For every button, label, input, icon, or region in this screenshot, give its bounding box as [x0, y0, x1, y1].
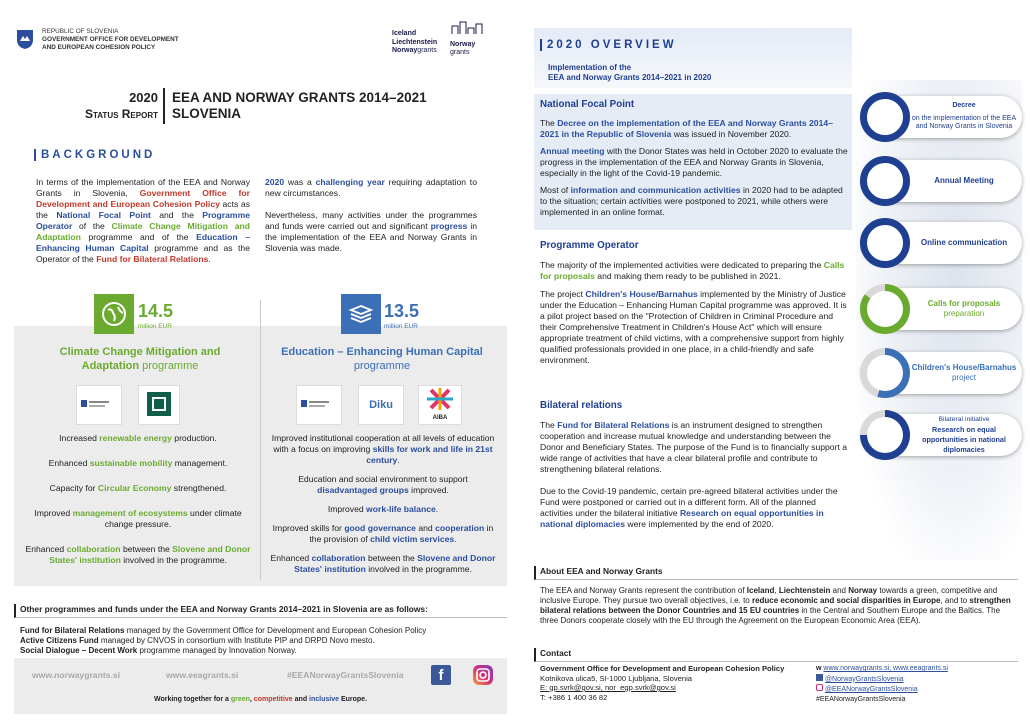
- facebook-small-icon: [816, 674, 823, 681]
- milestone-label: Decree on the implementation of the EEA and Norway Grants in Slovenia: [911, 102, 1017, 131]
- education-icon: [341, 294, 381, 334]
- footer-slogan: Working together for a green, competitive and inclusive Europe.: [153, 696, 368, 703]
- progress-ring-icon: [860, 410, 910, 460]
- br-text: The Fund for Bilateral Relations is an instrument designed to strengthen cooperation and increase mutual knowledge and understanding between the Donor and Beneficiary States. The purpose of the Fund is to financially support a wide range of activities that have a clear bilateral profile and contribute to strengthening bilateral relations. Due to the Covid-19 pandemic, certain pre-agreed bilateral activities under the Fund were postponed or carried out in a different form. All of the planned activities under the bilateral initiative Research on equal opportunities in national diplomacies were implemented by the end of 2020.: [540, 420, 848, 529]
- list-item: Enhanced sustainable mobility management.: [48, 458, 228, 468]
- po-text: The majority of the implemented activities were dedicated to preparing the Calls for proposals and making them ready to be published in 2021. The project Children's House/Barnahus implemented by the Ministry of Justice under the Education – Enhancing Human Capital programme was approved. It is a pilot project based on the "Protection of Children in Criminal Procedure and their Comprehensive Treatment in Children's House Act" which will ensure appropriate treatment of child victims, with a comprehensive support from highly qualified professionals provided in one place, in a child-friendly and safe environment.: [540, 260, 847, 365]
- progress-ring-icon: [860, 284, 910, 334]
- milestone-bubble: [862, 414, 1022, 456]
- list-item: Improved management of ecosystems under climate change pressure.: [34, 508, 242, 529]
- facebook-link[interactable]: @NorwayGrantsSlovenia: [824, 675, 904, 683]
- climate-partner-logo-1: [76, 385, 122, 425]
- education-title: Education – Enhancing Human Capital programme: [281, 346, 483, 372]
- progress-ring-icon: [860, 218, 910, 268]
- overview-subtitle: Implementation of the EEA and Norway Grants 2014–2021 in 2020: [548, 63, 712, 82]
- gov-office-name: REPUBLIC OF SLOVENIA GOVERNMENT OFFICE FOR DEVELOPMENT AND EUROPEAN COHESION POLICY: [42, 28, 179, 51]
- background-col1: In terms of the implementation of the EEA and Norway Grants in Slovenia, Government Office for Development and European Cohesion Policy acts as the National Focal Point and the Programme Operator of the Climate Change Mitigation and Adaptation programme and of the Education – Enhancing Human Capital programme and as the Operator of the Fund for Bilateral Relations.: [36, 177, 250, 264]
- other-programmes-list: [20, 626, 506, 656]
- report-year-block: 2020 Status Report: [84, 90, 158, 121]
- instagram-link[interactable]: @EEANorwayGrantsSlovenia: [824, 686, 918, 693]
- climate-partner-logo-2: [138, 385, 180, 425]
- nfp-text: The Decree on the implementation of the EEA and Norway Grants 2014–2021 in the Republic of Slovenia was issued in November 2020. Annual meeting with the Donor States was held in October 2020 to evaluate the progress in the implementation of the EEA and Norway Grants in Slovenia, especially in the light of the Covid-19 pandemic. Most of information and communication activities in 2020 had to be adapted to the situation; certain activities were postponed to 2021, while others were implemented in an online format.: [540, 118, 848, 217]
- grants-graphic-icon: [450, 20, 490, 36]
- climate-amount: 14.5: [138, 301, 174, 321]
- facebook-icon[interactable]: f: [431, 665, 451, 685]
- title-divider: [163, 88, 165, 124]
- programme-divider: [260, 300, 261, 580]
- donor-logo: Iceland Liechtenstein Norwaygrants Norway grants: [392, 20, 492, 60]
- contact-social: w www.norwaygrants.si, www.eeagrants.si @NorwayGrantsSlovenia @EEANorwayGrantsSlovenia #EEANorwayGrantsSlovenia: [816, 665, 948, 703]
- milestone-bubble: [862, 222, 1022, 264]
- about-text: The EEA and Norway Grants represent the contribution of Iceland, Liechtenstein and Norway towards a green, competitive and inclusive Europe. They pursue two overall objectives, i.e. to reduce economic and social disparities in Europe, and to strengthen bilateral relations between the Donor Countries and 15 EU countries in the Central and Southern Europe and the Baltics. The three Donors cooperate closely with the EU through the Agreement on the European Economic Area (EEA).: [540, 586, 1011, 625]
- education-unit: million EUR: [384, 323, 418, 330]
- progress-ring-icon: [860, 348, 910, 398]
- gov-logo: [14, 28, 36, 50]
- milestone-label: Bilateral initiative Research on equal opportunities in national diplomacies: [922, 416, 1006, 454]
- education-partner-logo-1: [296, 385, 342, 425]
- aiba-logo: AIBA: [418, 385, 462, 425]
- milestone-label: Children's House/Barnahus project: [911, 363, 1017, 382]
- list-item: Improved skills for good governance and cooperation in the provision of child victim services.: [272, 523, 494, 544]
- hashtag-label: #EEANorwayGrantsSlovenia: [287, 670, 404, 680]
- climate-title: Climate Change Mitigation and Adaptation programme: [59, 346, 221, 372]
- contact-heading: Contact: [534, 648, 1018, 662]
- overview-heading: 2020 OVERVIEW: [540, 39, 677, 51]
- diku-logo: Diku: [358, 385, 404, 425]
- milestone-bubble: [862, 288, 1022, 330]
- list-item: Enhanced collaboration between the Slovene and Donor States' institution involved in the programme.: [270, 553, 496, 574]
- br-heading: Bilateral relations: [540, 400, 623, 411]
- norwaygrants-link[interactable]: www.norwaygrants.si: [32, 670, 121, 680]
- list-item: Education and social environment to support disadvantaged groups improved.: [298, 474, 468, 495]
- list-item: Enhanced collaboration between the Slovene and Donor States' institution involved in the programme.: [25, 544, 251, 565]
- about-heading: About EEA and Norway Grants: [534, 566, 1018, 580]
- milestone-bubble: [862, 352, 1022, 394]
- list-item: Active Citizens Fund managed by CNVOS in consortium with Institute PIP and DRPD Novo mesto.: [20, 636, 375, 645]
- milestone-label: Online communication: [920, 238, 1008, 247]
- eeagrants-link[interactable]: www.eeagrants.si: [166, 670, 239, 680]
- milestone-bubble: [862, 160, 1022, 202]
- education-amount: 13.5: [384, 301, 420, 321]
- list-item: Social Dialogue – Decent Work programme managed by Innovation Norway.: [20, 646, 297, 655]
- climate-icon: [94, 294, 134, 334]
- background-col2: 2020 was a challenging year requiring adaptation to new circumstances. Nevertheless, many activities under the programmes and funds were carried out and significant progress in the implementation of the EEA and Norway Grants in Slovenia was made.: [265, 177, 478, 253]
- milestone-bubble: [862, 96, 1022, 138]
- list-item: Fund for Bilateral Relations managed by the Government Office for Development and European Cohesion Policy: [20, 626, 427, 635]
- contact-email[interactable]: E: gp.svrk@gov.si, nor_egp.svrk@gov.si: [540, 683, 676, 692]
- nfp-heading: National Focal Point: [540, 99, 635, 110]
- instagram-icon[interactable]: [473, 665, 493, 685]
- list-item: Improved institutional cooperation at all levels of education with a focus on improving skills for work and life in 21st century.: [271, 433, 495, 465]
- background-heading: BACKGROUND: [34, 149, 155, 161]
- list-item: Capacity for Circular Economy strengthened.: [49, 483, 227, 493]
- contact-address: Government Office for Development and European Cohesion Policy Kotnikova ulica5, SI-1000 Ljubljana, Slovenia E: gp.svrk@gov.si, nor_egp.svrk@gov.si T: +386 1 400 36 82: [540, 664, 785, 702]
- progress-ring-icon: [860, 156, 910, 206]
- education-outcomes: [268, 433, 498, 575]
- milestone-label: Annual Meeting: [934, 176, 994, 185]
- climate-outcomes: [22, 433, 254, 566]
- milestone-label: Calls for proposals preparation: [927, 299, 1001, 318]
- progress-ring-icon: [860, 92, 910, 142]
- po-heading: Programme Operator: [540, 240, 639, 251]
- climate-unit: million EUR: [138, 323, 172, 330]
- other-programmes-heading: Other programmes and funds under the EEA and Norway Grants 2014–2021 in Slovenia are as follows:: [14, 604, 507, 618]
- coat-of-arms-icon: [14, 28, 36, 50]
- list-item: Increased renewable energy production.: [59, 433, 217, 443]
- instagram-small-icon: [816, 684, 823, 691]
- page-title: EEA AND NORWAY GRANTS 2014–2021 SLOVENIA: [172, 90, 427, 121]
- list-item: Improved work-life balance.: [327, 504, 439, 514]
- web-link[interactable]: www.norwaygrants.si, www.eeagrants.si: [823, 665, 948, 672]
